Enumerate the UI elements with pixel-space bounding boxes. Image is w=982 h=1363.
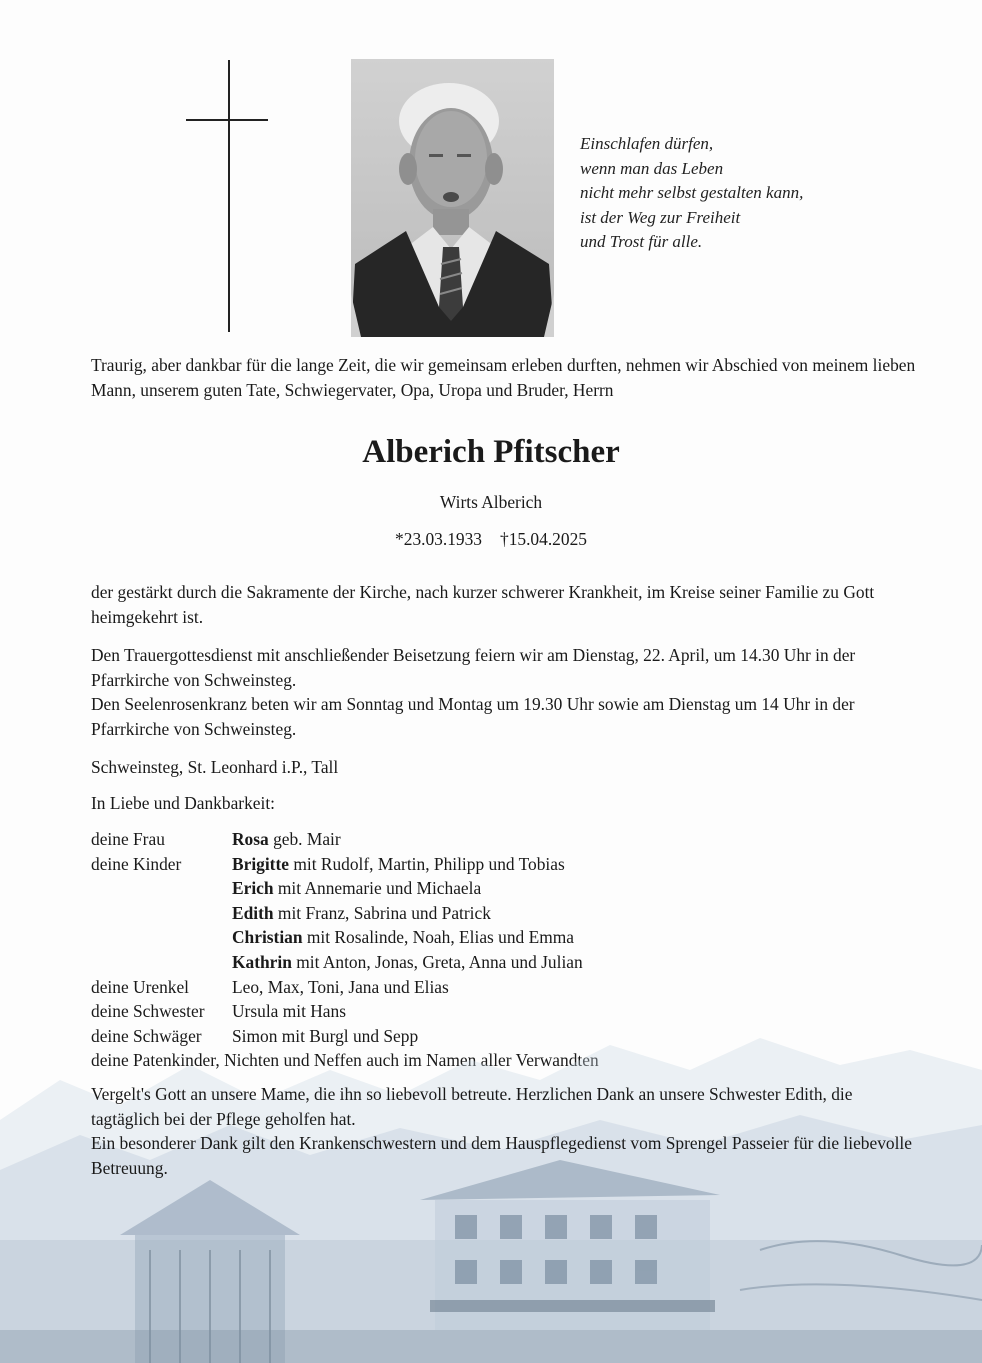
funeral-service-text: Den Trauergottesdienst mit anschließender Beisetzung feiern wir am Dienstag, 22. April, um 14.30 Uhr in der Pfarrkirche von Schweinsteg.: [91, 645, 856, 690]
poem-line: und Trost für alle.: [580, 232, 703, 251]
family-role: deine Schwester: [91, 1001, 205, 1022]
family-row: [91, 876, 599, 901]
family-row: [91, 827, 599, 852]
love-gratitude-text: In Liebe und Dankbarkeit:: [91, 793, 275, 813]
poem-line: ist der Weg zur Freiheit: [580, 207, 741, 227]
life-dates: [0, 527, 982, 551]
intro-text: Traurig, aber dankbar für die lange Zeit, die wir gemeinsam erleben durften, nehmen wir Abschied von meinem lieben Mann, unserem guten Tate, Schwiegervater, Opa, Uropa und Bruder, Herrn: [91, 355, 916, 400]
family-name: Christian: [232, 927, 303, 948]
family-row: [91, 901, 599, 926]
family-row: [91, 975, 599, 1000]
family-role: deine Urenkel: [91, 976, 190, 997]
family-detail: mit Rosalinde, Noah, Elias und Emma: [302, 927, 574, 948]
family-row: [91, 852, 599, 877]
rosary-text: Den Seelenrosenkranz beten wir am Sonntag und Montag um 19.30 Uhr sowie am Dienstag um 14 Uhr in der Pfarrkirche von Schweinsteg.: [91, 694, 855, 739]
thanks-text-1: Vergelt's Gott an unsere Mame, die ihn so liebevoll betreute. Herzlichen Dank an unsere Schwester Edith, die tagtäglich bei der Pflege geholfen hat.: [91, 1084, 853, 1129]
portrait-photo: [351, 59, 554, 337]
deceased-name: Alberich Pfitscher: [362, 434, 620, 470]
family-detail: Ursula mit Hans: [232, 1001, 346, 1022]
poem-line: wenn man das Leben: [580, 158, 724, 178]
death-date: †15.04.2025: [500, 529, 587, 549]
poem-line: Einschlafen dürfen,: [580, 134, 714, 153]
sacraments-text: der gestärkt durch die Sakramente der Kirche, nach kurzer schwerer Krankheit, im Kreise seiner Familie zu Gott heimgekehrt ist.: [91, 582, 875, 627]
family-name: Kathrin: [232, 951, 292, 972]
family-name: Erich: [232, 878, 274, 899]
family-row: [91, 925, 599, 950]
portrait-illustration: [351, 59, 554, 337]
landscape-illustration: [0, 1010, 982, 1363]
family-detail: mit Annemarie und Michaela: [273, 878, 482, 899]
family-detail: Leo, Max, Toni, Jana und Elias: [232, 976, 449, 997]
places-text: Schweinsteg, St. Leonhard i.P., Tall: [91, 757, 339, 777]
family-name: Edith: [232, 902, 274, 923]
cross-horizontal-bar: [186, 119, 268, 121]
birth-date: *23.03.1933: [395, 529, 482, 549]
family-role: deine Kinder: [91, 853, 182, 874]
deceased-nickname: Wirts Alberich: [439, 492, 543, 512]
thanks-text-2: Ein besonderer Dank gilt den Krankenschwestern und dem Hauspflegedienst vom Sprengel Passeier für die liebevolle Betreuung.: [91, 1133, 912, 1178]
poem: [580, 132, 880, 255]
family-role: deine Schwäger: [91, 1025, 202, 1046]
family-detail: geb. Mair: [268, 829, 341, 849]
family-detail: mit Anton, Jonas, Greta, Anna und Julian: [291, 951, 583, 972]
family-detail: Simon mit Burgl und Sepp: [232, 1025, 419, 1046]
cross-vertical-bar: [228, 60, 230, 332]
family-name: Rosa: [232, 829, 269, 849]
godchildren-line: deine Patenkinder, Nichten und Neffen auch im Namen aller Verwandten: [91, 1050, 599, 1071]
family-name: Brigitte: [232, 853, 289, 874]
poem-line: nicht mehr selbst gestalten kann,: [580, 183, 804, 202]
family-detail: mit Rudolf, Martin, Philipp und Tobias: [288, 853, 565, 874]
family-role: deine Frau: [91, 829, 165, 849]
family-row: [91, 950, 599, 975]
family-detail: mit Franz, Sabrina und Patrick: [273, 902, 491, 923]
